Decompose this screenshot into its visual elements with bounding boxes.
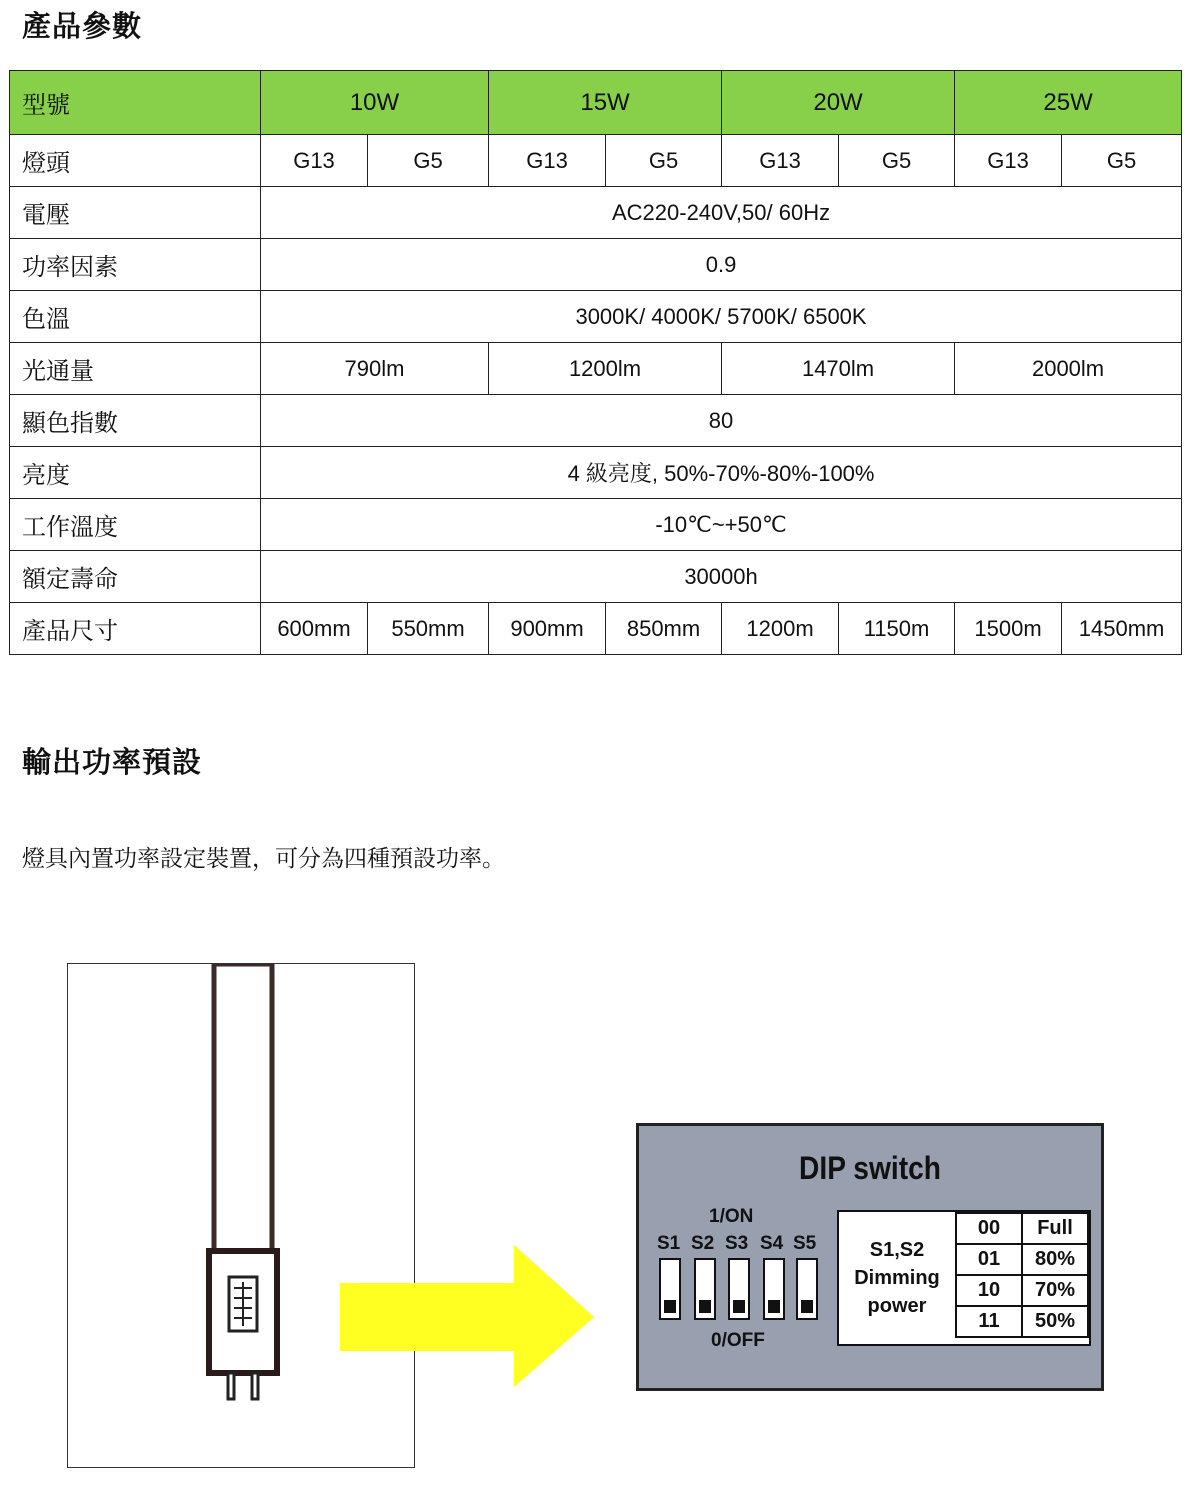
section-title-specs: 產品參數	[22, 9, 143, 43]
table-row	[956, 1244, 1088, 1275]
row-label-color-temp: 色溫	[10, 291, 261, 343]
dimming-settings-box	[837, 1210, 1091, 1346]
table-row	[10, 447, 1182, 499]
table-row	[956, 1275, 1088, 1306]
table-cell: 80	[261, 395, 1182, 447]
dip-switch-5[interactable]	[796, 1258, 818, 1320]
table-cell: G13	[722, 135, 839, 187]
table-cell: 790lm	[261, 343, 489, 395]
dip-switch-4[interactable]	[763, 1258, 785, 1320]
row-label-size: 產品尺寸	[10, 603, 261, 655]
level-cell: 50%	[1022, 1306, 1088, 1337]
spec-table	[9, 70, 1182, 655]
level-cell: Full	[1022, 1213, 1088, 1244]
table-row	[10, 499, 1182, 551]
table-cell: 30000h	[261, 551, 1182, 603]
code-cell: 11	[956, 1306, 1022, 1337]
table-row	[10, 187, 1182, 239]
dip-switch-3[interactable]	[728, 1258, 750, 1320]
table-row	[10, 291, 1182, 343]
table-cell: 550mm	[368, 603, 489, 655]
row-label-lifetime: 額定壽命	[10, 551, 261, 603]
row-label-power-factor: 功率因素	[10, 239, 261, 291]
table-cell: 0.9	[261, 239, 1182, 291]
arrow-right-icon	[338, 1245, 598, 1390]
table-cell: 3000K/ 4000K/ 5700K/ 6500K	[261, 291, 1182, 343]
section-title-power-preset: 輸出功率預設	[22, 745, 203, 779]
code-cell: 00	[956, 1213, 1022, 1244]
on-label: 1/ON	[709, 1206, 754, 1227]
dimming-table	[955, 1212, 1089, 1338]
description-text: 燈具內置功率設定裝置，可分為四種預設功率。	[22, 846, 505, 872]
table-cell: AC220-240V,50/ 60Hz	[261, 187, 1182, 239]
row-label-base: 燈頭	[10, 135, 261, 187]
table-header-row	[10, 71, 1182, 135]
table-cell: 1200lm	[489, 343, 722, 395]
lamp-illustration	[67, 963, 415, 1468]
table-row	[956, 1213, 1088, 1244]
level-cell: 80%	[1022, 1244, 1088, 1275]
table-row	[10, 239, 1182, 291]
model-cell: 20W	[722, 71, 955, 135]
table-cell: 2000lm	[955, 343, 1182, 395]
caption-line: Dimming	[854, 1267, 940, 1289]
table-cell: 1470lm	[722, 343, 955, 395]
table-row	[10, 395, 1182, 447]
switch-label: S5	[793, 1233, 817, 1254]
model-cell: 15W	[489, 71, 722, 135]
level-cell: 70%	[1022, 1275, 1088, 1306]
table-cell: G5	[1062, 135, 1182, 187]
table-cell: G5	[839, 135, 955, 187]
table-row	[10, 551, 1182, 603]
table-cell: 1200m	[722, 603, 839, 655]
code-cell: 01	[956, 1244, 1022, 1275]
caption-line: S1,S2	[869, 1239, 925, 1261]
tube-lamp-icon	[68, 964, 414, 1467]
off-label: 0/OFF	[711, 1330, 765, 1351]
dip-switch-panel	[636, 1123, 1104, 1391]
table-cell: G13	[955, 135, 1062, 187]
table-cell: 1500m	[955, 603, 1062, 655]
dip-switch-1[interactable]	[659, 1258, 681, 1320]
table-row	[10, 135, 1182, 187]
table-row	[10, 343, 1182, 395]
table-cell: G5	[368, 135, 489, 187]
code-cell: 10	[956, 1275, 1022, 1306]
table-cell: 1450mm	[1062, 603, 1182, 655]
switch-label: S1	[657, 1233, 681, 1254]
row-label-model: 型號	[10, 71, 261, 135]
dip-switch-2[interactable]	[694, 1258, 716, 1320]
row-label-cri: 顯色指數	[10, 395, 261, 447]
row-label-brightness: 亮度	[10, 447, 261, 499]
table-cell: G13	[261, 135, 368, 187]
table-cell: 1150m	[839, 603, 955, 655]
table-cell: G5	[606, 135, 722, 187]
table-row	[10, 603, 1182, 655]
switch-label: S4	[760, 1233, 784, 1254]
row-label-voltage: 電壓	[10, 187, 261, 239]
row-label-flux: 光通量	[10, 343, 261, 395]
table-cell: G13	[489, 135, 606, 187]
table-row	[956, 1306, 1088, 1337]
model-cell: 25W	[955, 71, 1182, 135]
switch-label: S3	[725, 1233, 749, 1254]
dip-title: DIP switch	[799, 1150, 941, 1186]
table-cell: -10℃~+50℃	[261, 499, 1182, 551]
model-cell: 10W	[261, 71, 489, 135]
table-cell: 600mm	[261, 603, 368, 655]
switch-label: S2	[691, 1233, 715, 1254]
table-cell: 4 級亮度, 50%-70%-80%-100%	[261, 447, 1182, 499]
row-label-temperature: 工作溫度	[10, 499, 261, 551]
table-cell: 850mm	[606, 603, 722, 655]
dimming-caption	[839, 1236, 955, 1320]
caption-line: power	[867, 1295, 927, 1317]
table-cell: 900mm	[489, 603, 606, 655]
